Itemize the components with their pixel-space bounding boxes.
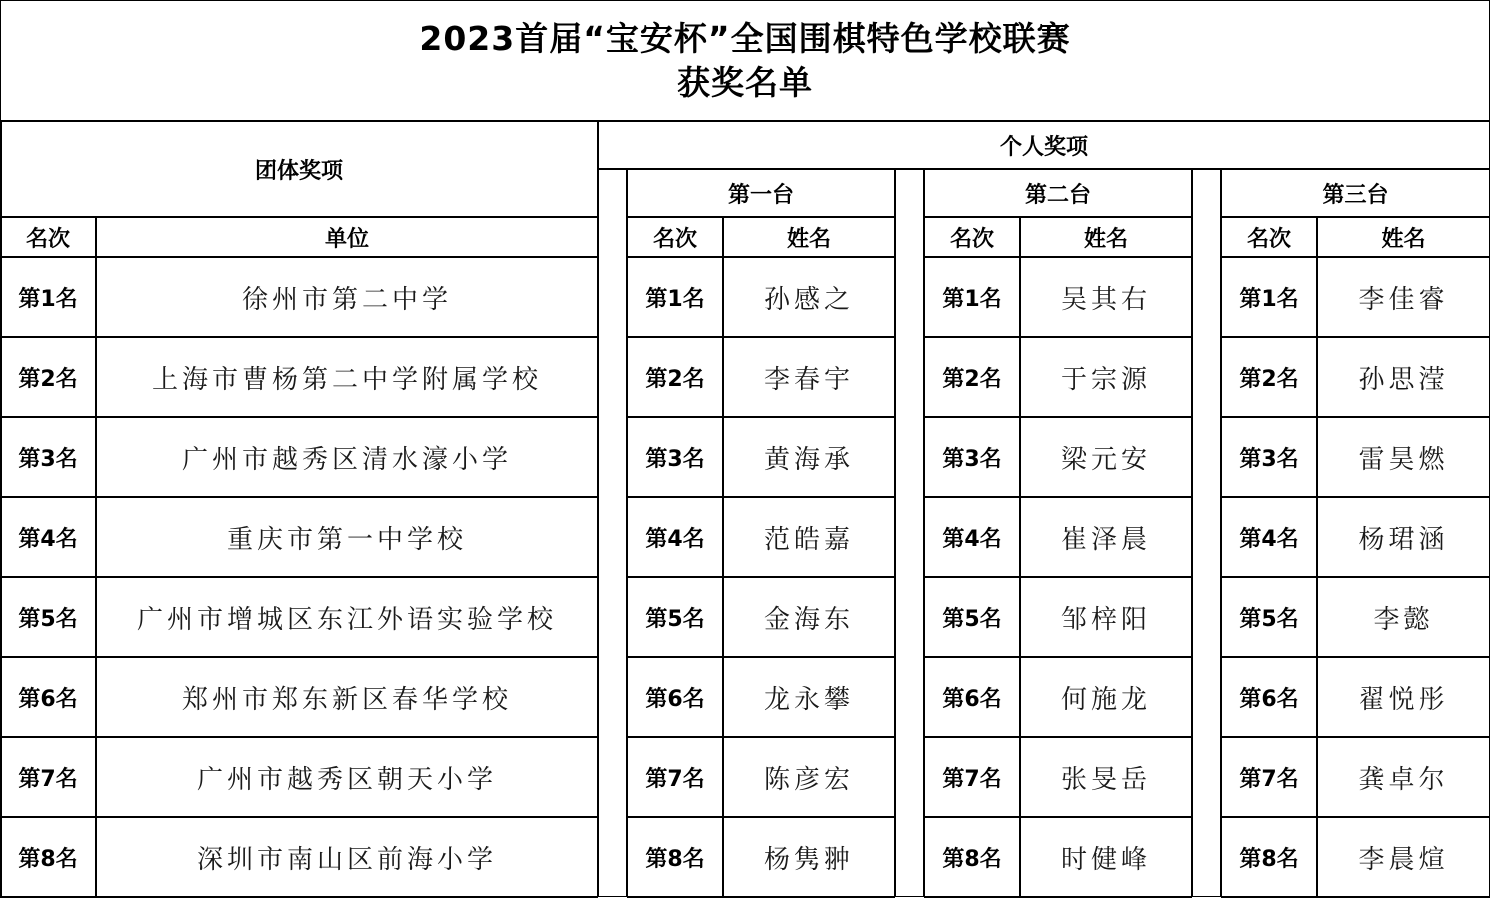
board-3-name-cell: 龚卓尔 xyxy=(1317,737,1490,817)
grid-line xyxy=(627,496,895,498)
grid-line xyxy=(0,336,598,338)
grid-line xyxy=(1316,217,1318,897)
grid-line xyxy=(0,496,598,498)
board-1-rank-cell: 第5名 xyxy=(627,577,723,657)
grid-line xyxy=(1221,816,1490,818)
grid-line xyxy=(0,736,598,738)
board-1-name-cell: 龙永攀 xyxy=(723,657,895,737)
grid-line xyxy=(0,416,598,418)
grid-line xyxy=(924,576,1192,578)
board-1-name-cell: 李春宇 xyxy=(723,337,895,417)
board-2-rank-cell: 第6名 xyxy=(924,657,1020,737)
grid-line xyxy=(924,256,1192,258)
grid-line xyxy=(95,217,97,897)
grid-line xyxy=(1191,169,1193,897)
page-subtitle: 获奖名单 xyxy=(677,61,813,105)
board-2-name-cell: 梁元安 xyxy=(1020,417,1192,497)
grid-line xyxy=(627,336,895,338)
grid-line xyxy=(627,816,895,818)
title-block xyxy=(0,0,1490,121)
grid-line xyxy=(626,169,628,897)
grid-line xyxy=(0,816,598,818)
board-3-name-cell: 李佳睿 xyxy=(1317,257,1490,337)
board-2-name-cell: 邹梓阳 xyxy=(1020,577,1192,657)
board-1-name-cell: 黄海承 xyxy=(723,417,895,497)
grid-line xyxy=(924,416,1192,418)
board-2-rank-cell: 第7名 xyxy=(924,737,1020,817)
grid-line xyxy=(0,256,598,258)
team-rank-cell: 第1名 xyxy=(0,257,96,337)
board-3-name-cell: 李晨煊 xyxy=(1317,817,1490,897)
grid-line xyxy=(627,736,895,738)
grid-line xyxy=(627,416,895,418)
page-title: 2023首届“宝安杯”全国围棋特色学校联赛 xyxy=(419,17,1070,61)
board-2-rank-cell: 第5名 xyxy=(924,577,1020,657)
board-1-name-cell: 金海东 xyxy=(723,577,895,657)
grid-line xyxy=(597,121,599,897)
board-2-name-cell: 吴其右 xyxy=(1020,257,1192,337)
board-1-rank-cell: 第1名 xyxy=(627,257,723,337)
board-1-col-name-header: 姓名 xyxy=(723,217,895,257)
grid-line xyxy=(1019,217,1021,897)
board-2-name-cell: 张旻岳 xyxy=(1020,737,1192,817)
team-awards-header: 团体奖项 xyxy=(0,121,598,217)
grid-line xyxy=(1221,576,1490,578)
team-unit-cell: 广州市越秀区朝天小学 xyxy=(96,737,598,817)
grid-line xyxy=(924,656,1192,658)
board-1-name-cell: 陈彦宏 xyxy=(723,737,895,817)
board-1-name-cell: 杨隽翀 xyxy=(723,817,895,897)
grid-line xyxy=(924,816,1192,818)
team-unit-cell: 深圳市南山区前海小学 xyxy=(96,817,598,897)
grid-line xyxy=(598,168,1490,170)
board-3-rank-cell: 第1名 xyxy=(1221,257,1317,337)
grid-line xyxy=(1221,336,1490,338)
grid-line xyxy=(1221,496,1490,498)
board-1-name-cell: 范皓嘉 xyxy=(723,497,895,577)
board-2-name-cell: 崔泽晨 xyxy=(1020,497,1192,577)
grid-line xyxy=(0,576,598,578)
board-2-rank-cell: 第2名 xyxy=(924,337,1020,417)
board-3-name-cell: 翟悦彤 xyxy=(1317,657,1490,737)
grid-line xyxy=(0,656,598,658)
board-2-rank-cell: 第3名 xyxy=(924,417,1020,497)
grid-line xyxy=(923,169,925,897)
team-unit-cell: 广州市越秀区清水濠小学 xyxy=(96,417,598,497)
board-2-header: 第二台 xyxy=(924,169,1192,217)
board-3-rank-cell: 第3名 xyxy=(1221,417,1317,497)
board-3-rank-cell: 第4名 xyxy=(1221,497,1317,577)
team-rank-cell: 第4名 xyxy=(0,497,96,577)
team-unit-cell: 重庆市第一中学校 xyxy=(96,497,598,577)
team-col-rank-header: 名次 xyxy=(0,217,96,257)
grid-line xyxy=(924,336,1192,338)
team-unit-cell: 上海市曹杨第二中学附属学校 xyxy=(96,337,598,417)
board-1-rank-cell: 第6名 xyxy=(627,657,723,737)
team-rank-cell: 第8名 xyxy=(0,817,96,897)
board-1-rank-cell: 第4名 xyxy=(627,497,723,577)
board-3-rank-cell: 第5名 xyxy=(1221,577,1317,657)
board-1-rank-cell: 第3名 xyxy=(627,417,723,497)
grid-line xyxy=(1221,256,1490,258)
board-3-col-name-header: 姓名 xyxy=(1317,217,1490,257)
board-2-col-rank-header: 名次 xyxy=(924,217,1020,257)
grid-line xyxy=(627,256,895,258)
team-col-unit-header: 单位 xyxy=(96,217,598,257)
grid-line xyxy=(924,216,1192,218)
board-1-rank-cell: 第7名 xyxy=(627,737,723,817)
board-3-rank-cell: 第8名 xyxy=(1221,817,1317,897)
grid-line xyxy=(0,120,1490,122)
board-3-rank-cell: 第6名 xyxy=(1221,657,1317,737)
grid-line xyxy=(627,576,895,578)
board-1-rank-cell: 第8名 xyxy=(627,817,723,897)
board-2-rank-cell: 第8名 xyxy=(924,817,1020,897)
team-rank-cell: 第2名 xyxy=(0,337,96,417)
board-3-col-rank-header: 名次 xyxy=(1221,217,1317,257)
board-1-name-cell: 孙感之 xyxy=(723,257,895,337)
team-rank-cell: 第5名 xyxy=(0,577,96,657)
grid-line xyxy=(1221,736,1490,738)
board-2-col-name-header: 姓名 xyxy=(1020,217,1192,257)
team-rank-cell: 第3名 xyxy=(0,417,96,497)
board-2-rank-cell: 第1名 xyxy=(924,257,1020,337)
team-unit-cell: 郑州市郑东新区春华学校 xyxy=(96,657,598,737)
grid-line xyxy=(627,216,895,218)
grid-line xyxy=(1220,169,1222,897)
board-1-rank-cell: 第2名 xyxy=(627,337,723,417)
board-1-header: 第一台 xyxy=(627,169,895,217)
team-unit-cell: 徐州市第二中学 xyxy=(96,257,598,337)
board-3-header: 第三台 xyxy=(1221,169,1490,217)
board-2-name-cell: 于宗源 xyxy=(1020,337,1192,417)
board-2-rank-cell: 第4名 xyxy=(924,497,1020,577)
board-2-name-cell: 何施龙 xyxy=(1020,657,1192,737)
grid-line xyxy=(0,121,2,897)
board-1-col-rank-header: 名次 xyxy=(627,217,723,257)
individual-awards-header: 个人奖项 xyxy=(598,121,1490,169)
board-3-name-cell: 杨珺涵 xyxy=(1317,497,1490,577)
grid-line xyxy=(1221,416,1490,418)
grid-line xyxy=(0,216,598,218)
board-3-name-cell: 孙思滢 xyxy=(1317,337,1490,417)
grid-line xyxy=(894,169,896,897)
grid-line xyxy=(627,656,895,658)
team-rank-cell: 第6名 xyxy=(0,657,96,737)
team-unit-cell: 广州市增城区东江外语实验学校 xyxy=(96,577,598,657)
board-3-name-cell: 雷昊燃 xyxy=(1317,417,1490,497)
grid-line xyxy=(722,217,724,897)
board-2-name-cell: 时健峰 xyxy=(1020,817,1192,897)
team-rank-cell: 第7名 xyxy=(0,737,96,817)
grid-line xyxy=(1221,656,1490,658)
board-3-rank-cell: 第7名 xyxy=(1221,737,1317,817)
board-3-name-cell: 李懿 xyxy=(1317,577,1490,657)
grid-line xyxy=(924,496,1192,498)
grid-line xyxy=(924,736,1192,738)
grid-line xyxy=(1221,216,1490,218)
board-3-rank-cell: 第2名 xyxy=(1221,337,1317,417)
